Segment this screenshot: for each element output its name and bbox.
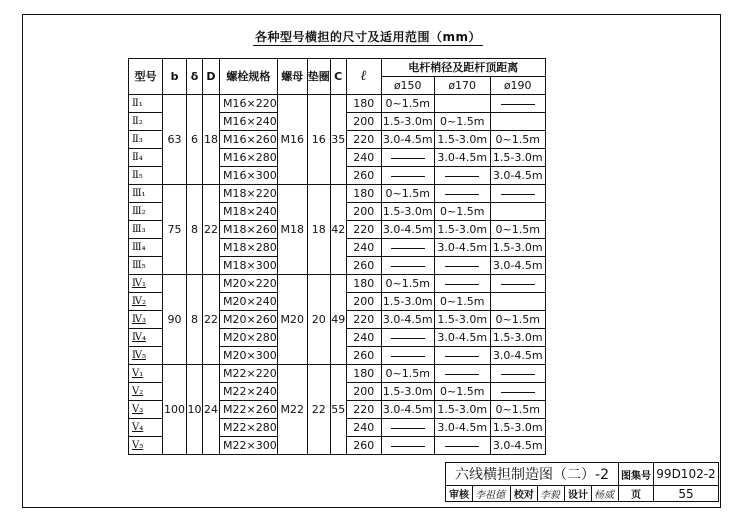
pole-range-cell — [490, 383, 545, 401]
model-cell: Ⅱ₃ — [129, 131, 163, 149]
delta-cell: 8 — [187, 185, 203, 275]
pole-range-cell: 0~1.5m — [434, 383, 490, 401]
pole-range-cell: 1.5-3.0m — [381, 383, 434, 401]
length-cell: 240 — [346, 419, 381, 437]
length-cell: 200 — [346, 383, 381, 401]
length-cell: 200 — [346, 113, 381, 131]
header-pole-190: ø190 — [490, 77, 545, 95]
pole-range-cell: 1.5-3.0m — [434, 401, 490, 419]
pole-range-cell — [490, 185, 545, 203]
bolt-spec-cell: M20×220 — [220, 275, 278, 293]
D-cell: 24 — [203, 365, 220, 455]
pole-range-cell — [381, 347, 434, 365]
bolt-spec-cell: M16×260 — [220, 131, 278, 149]
model-cell: Ⅴ₃ — [129, 401, 163, 419]
pole-range-cell: 3.0-4.5m — [381, 311, 434, 329]
header-washer: 垫圈 — [307, 59, 330, 95]
model-cell: Ⅴ₅ — [129, 437, 163, 455]
b-cell: 90 — [163, 275, 187, 365]
model-cell: Ⅱ₅ — [129, 167, 163, 185]
pole-range-cell — [434, 95, 490, 113]
model-cell: Ⅱ₂ — [129, 113, 163, 131]
bolt-spec-cell: M18×240 — [220, 203, 278, 221]
bolt-spec-cell: M20×240 — [220, 293, 278, 311]
pole-range-cell — [434, 365, 490, 383]
dash-mark — [391, 248, 425, 249]
dash-mark — [391, 176, 425, 177]
pole-range-cell: 0~1.5m — [490, 311, 545, 329]
pole-range-cell: 1.5-3.0m — [381, 113, 434, 131]
dash-mark — [501, 194, 535, 195]
length-cell: 180 — [346, 275, 381, 293]
pole-range-cell — [381, 329, 434, 347]
pole-range-cell: 3.0-4.5m — [434, 419, 490, 437]
dash-mark — [501, 392, 535, 393]
dash-mark — [391, 446, 425, 447]
washer-cell: 16 — [307, 95, 330, 185]
dash-mark — [391, 266, 425, 267]
pole-range-cell: 3.0-4.5m — [490, 347, 545, 365]
nut-cell: M16 — [277, 95, 307, 185]
check-signature: 李毅 — [537, 486, 564, 502]
pole-range-cell: 3.0-4.5m — [434, 329, 490, 347]
pole-range-cell: 3.0-4.5m — [381, 221, 434, 239]
length-cell: 220 — [346, 311, 381, 329]
header-delta: δ — [187, 59, 203, 95]
title-block — [445, 462, 719, 502]
model-cell: Ⅳ₅ — [129, 347, 163, 365]
bolt-spec-cell: M20×280 — [220, 329, 278, 347]
atlas-number: 99D102-2 — [654, 463, 719, 486]
pole-range-cell — [381, 167, 434, 185]
washer-cell: 22 — [307, 365, 330, 455]
dash-mark — [501, 284, 535, 285]
pole-range-cell: 3.0-4.5m — [381, 401, 434, 419]
pole-range-cell: 0~1.5m — [381, 365, 434, 383]
pole-range-cell: 0~1.5m — [490, 131, 545, 149]
drawing-name: 六线横担制造图（二）-2 — [446, 463, 619, 486]
model-cell: Ⅲ₄ — [129, 239, 163, 257]
pole-range-cell: 3.0-4.5m — [490, 257, 545, 275]
C-cell: 35 — [330, 95, 346, 185]
header-b: b — [163, 59, 187, 95]
dash-mark — [445, 356, 479, 357]
header-pole-170: ø170 — [434, 77, 490, 95]
length-cell: 260 — [346, 167, 381, 185]
pole-range-cell — [381, 149, 434, 167]
pole-range-cell — [490, 275, 545, 293]
header-model: 型号 — [129, 59, 163, 95]
pole-range-cell — [434, 185, 490, 203]
pole-range-cell: 0~1.5m — [381, 185, 434, 203]
header-D: D — [203, 59, 220, 95]
dash-mark — [445, 176, 479, 177]
table-row — [129, 95, 546, 113]
pole-range-cell: 1.5-3.0m — [490, 149, 545, 167]
bolt-spec-cell: M22×220 — [220, 365, 278, 383]
table-row — [129, 365, 546, 383]
dash-mark — [391, 338, 425, 339]
dash-mark — [391, 428, 425, 429]
model-cell: Ⅲ₃ — [129, 221, 163, 239]
D-cell: 18 — [203, 95, 220, 185]
design-signature: 杨威 — [591, 486, 618, 502]
header-l: ℓ — [346, 59, 381, 95]
delta-cell: 10 — [187, 365, 203, 455]
bolt-spec-cell: M18×280 — [220, 239, 278, 257]
length-cell: 200 — [346, 293, 381, 311]
pole-range-cell: 3.0-4.5m — [434, 149, 490, 167]
pole-range-cell — [434, 347, 490, 365]
pole-range-cell: 0~1.5m — [434, 203, 490, 221]
model-cell: Ⅴ₄ — [129, 419, 163, 437]
model-cell: Ⅲ₅ — [129, 257, 163, 275]
b-cell: 100 — [163, 365, 187, 455]
pole-range-cell — [490, 365, 545, 383]
length-cell: 260 — [346, 437, 381, 455]
washer-cell: 18 — [307, 185, 330, 275]
length-cell: 220 — [346, 131, 381, 149]
dash-mark — [445, 266, 479, 267]
model-cell: Ⅴ₁ — [129, 365, 163, 383]
model-cell: Ⅲ₂ — [129, 203, 163, 221]
bolt-spec-cell: M16×220 — [220, 95, 278, 113]
pole-range-cell: 0~1.5m — [381, 275, 434, 293]
bolt-spec-cell: M22×240 — [220, 383, 278, 401]
model-cell: Ⅱ₁ — [129, 95, 163, 113]
dash-mark — [501, 104, 535, 105]
length-cell: 240 — [346, 329, 381, 347]
crossarm-spec-table — [128, 58, 546, 455]
header-pole-group: 电杆梢径及距杆顶距离 — [381, 59, 545, 77]
bolt-spec-cell: M22×280 — [220, 419, 278, 437]
pole-range-cell: 0~1.5m — [434, 293, 490, 311]
model-cell: Ⅳ₂ — [129, 293, 163, 311]
pole-range-cell — [434, 167, 490, 185]
nut-cell: M18 — [277, 185, 307, 275]
pole-range-cell: 0~1.5m — [490, 401, 545, 419]
pole-range-cell — [490, 95, 545, 113]
pole-range-cell: 3.0-4.5m — [434, 239, 490, 257]
atlas-label: 图集号 — [619, 463, 654, 486]
model-cell: Ⅳ₁ — [129, 275, 163, 293]
dash-mark — [445, 446, 479, 447]
length-cell: 260 — [346, 347, 381, 365]
delta-cell: 8 — [187, 275, 203, 365]
pole-range-cell: 0~1.5m — [490, 221, 545, 239]
D-cell: 22 — [203, 275, 220, 365]
delta-cell: 6 — [187, 95, 203, 185]
pole-range-cell — [434, 275, 490, 293]
table-row — [129, 185, 546, 203]
table-row — [129, 275, 546, 293]
header-C: C — [330, 59, 346, 95]
pole-range-cell: 1.5-3.0m — [490, 329, 545, 347]
model-cell: Ⅱ₄ — [129, 149, 163, 167]
dash-mark — [501, 374, 535, 375]
length-cell: 180 — [346, 185, 381, 203]
spec-table-body — [129, 95, 546, 455]
length-cell: 180 — [346, 95, 381, 113]
pole-range-cell — [381, 437, 434, 455]
model-cell: Ⅳ₃ — [129, 311, 163, 329]
bolt-spec-cell: M18×300 — [220, 257, 278, 275]
header-nut: 螺母 — [277, 59, 307, 95]
pole-range-cell: 3.0-4.5m — [490, 437, 545, 455]
bolt-spec-cell: M20×260 — [220, 311, 278, 329]
pole-range-cell — [434, 437, 490, 455]
b-cell: 75 — [163, 185, 187, 275]
pole-range-cell: 1.5-3.0m — [381, 203, 434, 221]
dash-mark — [445, 284, 479, 285]
pole-range-cell: 1.5-3.0m — [490, 419, 545, 437]
pole-range-cell: 1.5-3.0m — [490, 239, 545, 257]
bolt-spec-cell: M18×220 — [220, 185, 278, 203]
pole-range-cell — [381, 419, 434, 437]
check-label: 校对 — [510, 486, 537, 502]
header-bolt: 螺栓规格 — [220, 59, 278, 95]
bolt-spec-cell: M16×280 — [220, 149, 278, 167]
pole-range-cell — [381, 239, 434, 257]
length-cell: 260 — [346, 257, 381, 275]
bolt-spec-cell: M16×240 — [220, 113, 278, 131]
model-cell: Ⅲ₁ — [129, 185, 163, 203]
model-cell: Ⅳ₄ — [129, 329, 163, 347]
review-label: 审核 — [446, 486, 473, 502]
design-label: 设计 — [564, 486, 591, 502]
pole-range-cell — [490, 113, 545, 131]
D-cell: 22 — [203, 185, 220, 275]
dash-mark — [391, 158, 425, 159]
length-cell: 240 — [346, 149, 381, 167]
C-cell: 49 — [330, 275, 346, 365]
washer-cell: 20 — [307, 275, 330, 365]
pole-range-cell: 1.5-3.0m — [434, 221, 490, 239]
pole-range-cell: 3.0-4.5m — [381, 131, 434, 149]
dash-mark — [445, 374, 479, 375]
pole-range-cell — [381, 257, 434, 275]
pole-range-cell: 1.5-3.0m — [381, 293, 434, 311]
bolt-spec-cell: M22×260 — [220, 401, 278, 419]
dash-mark — [445, 194, 479, 195]
bolt-spec-cell: M20×300 — [220, 347, 278, 365]
bolt-spec-cell: M18×260 — [220, 221, 278, 239]
pole-range-cell — [434, 257, 490, 275]
bolt-spec-cell: M22×300 — [220, 437, 278, 455]
header-pole-150: ø150 — [381, 77, 434, 95]
pole-range-cell — [490, 293, 545, 311]
length-cell: 200 — [346, 203, 381, 221]
length-cell: 220 — [346, 221, 381, 239]
page-number: 55 — [654, 486, 719, 502]
C-cell: 42 — [330, 185, 346, 275]
nut-cell: M22 — [277, 365, 307, 455]
pole-range-cell: 1.5-3.0m — [434, 131, 490, 149]
b-cell: 63 — [163, 95, 187, 185]
table-caption: 各种型号横担的尺寸及适用范围（mm） — [254, 30, 481, 44]
length-cell: 240 — [346, 239, 381, 257]
pole-range-cell: 1.5-3.0m — [434, 311, 490, 329]
pole-range-cell: 0~1.5m — [434, 113, 490, 131]
pole-range-cell: 0~1.5m — [381, 95, 434, 113]
dash-mark — [391, 356, 425, 357]
pole-range-cell: 3.0-4.5m — [490, 167, 545, 185]
review-signature: 李祖德 — [473, 486, 511, 502]
page-label: 页 — [619, 486, 654, 502]
C-cell: 55 — [330, 365, 346, 455]
nut-cell: M20 — [277, 275, 307, 365]
length-cell: 180 — [346, 365, 381, 383]
length-cell: 220 — [346, 401, 381, 419]
model-cell: Ⅴ₂ — [129, 383, 163, 401]
bolt-spec-cell: M16×300 — [220, 167, 278, 185]
pole-range-cell — [490, 203, 545, 221]
